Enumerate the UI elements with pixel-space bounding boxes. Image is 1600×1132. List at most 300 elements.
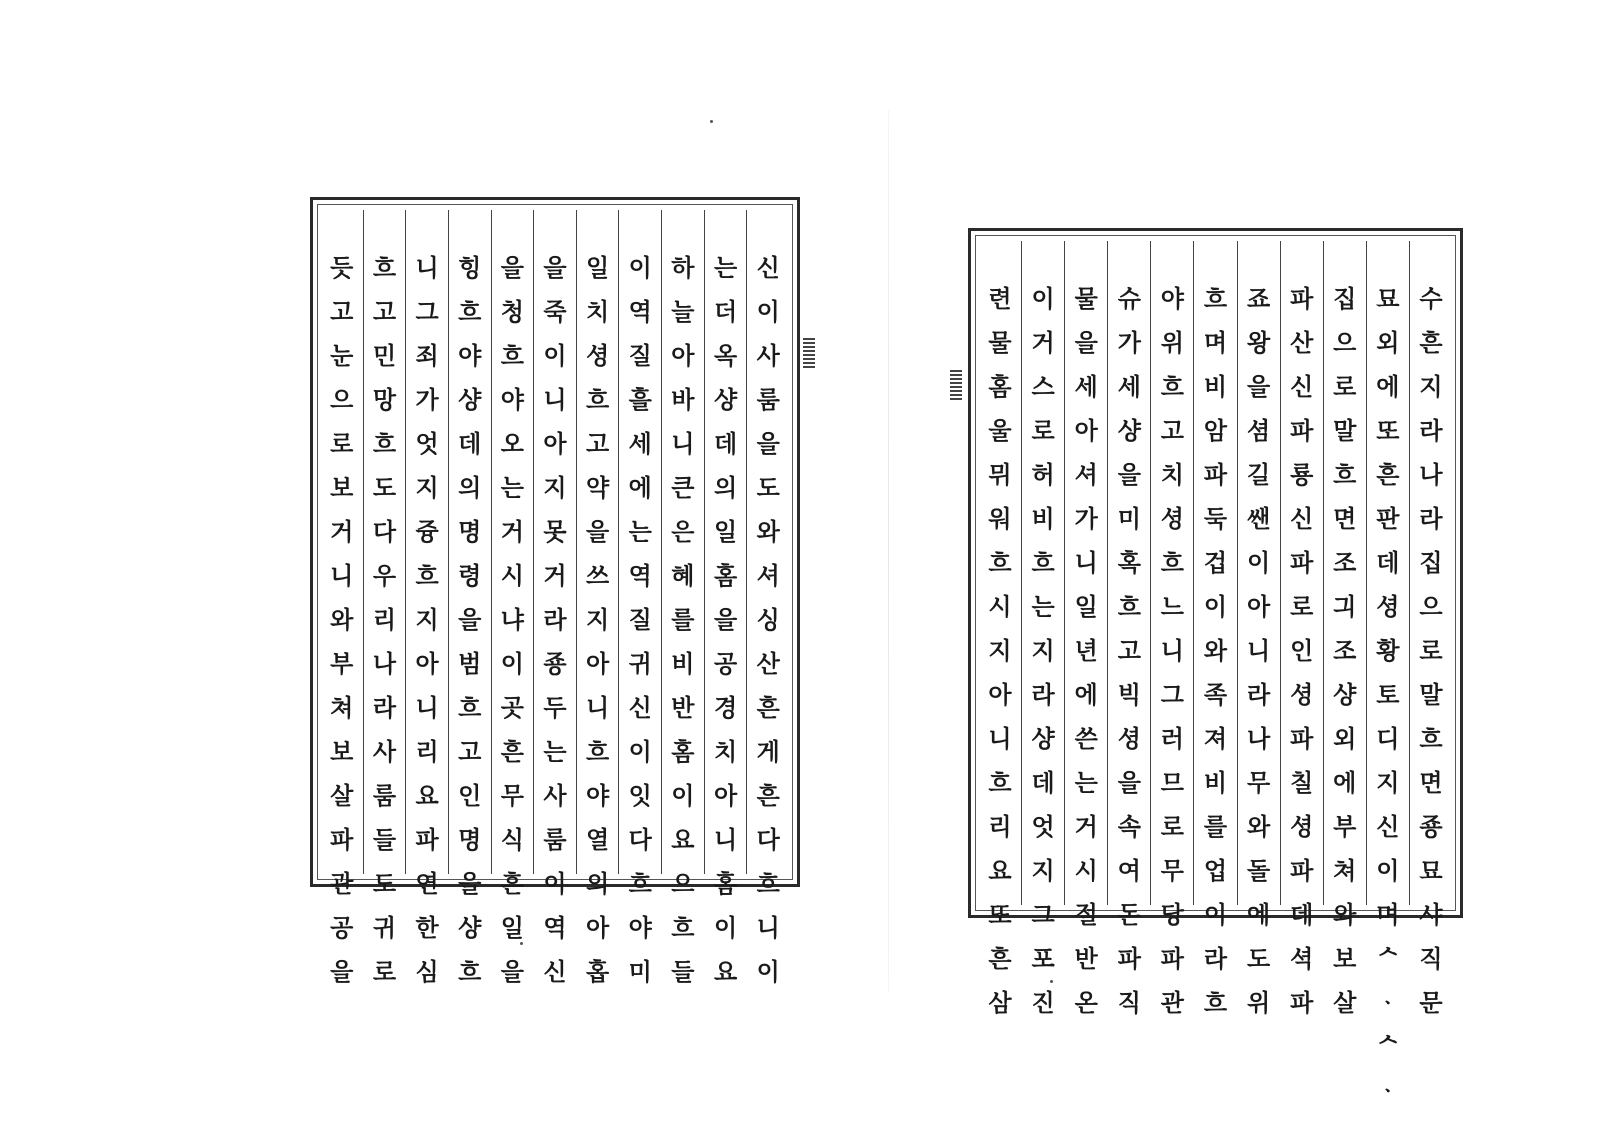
glyph: 파 bbox=[415, 826, 439, 854]
glyph: 을 bbox=[543, 254, 567, 282]
text-column bbox=[746, 210, 789, 986]
glyph: 판 bbox=[1376, 505, 1400, 533]
glyph: 을 bbox=[330, 958, 354, 986]
glyph: 며 bbox=[1376, 901, 1400, 929]
glyph: 못 bbox=[543, 518, 567, 546]
glyph: 아 bbox=[988, 681, 1012, 709]
glyph: 에 bbox=[1376, 373, 1400, 401]
glyph: 을 bbox=[1074, 329, 1098, 357]
glyph: 왕 bbox=[1246, 329, 1271, 357]
glyph: 룸 bbox=[543, 826, 567, 854]
glyph: 을 bbox=[713, 606, 738, 634]
glyph: 절 bbox=[1074, 901, 1098, 929]
glyph: 죵 bbox=[543, 650, 567, 678]
glyph: 업 bbox=[1203, 857, 1228, 885]
glyph: 속 bbox=[1117, 813, 1141, 841]
glyph: 나 bbox=[1419, 461, 1443, 489]
glyph: 위 bbox=[1160, 329, 1184, 357]
glyph: 이 bbox=[756, 958, 780, 986]
glyph: 를 bbox=[1203, 813, 1228, 841]
glyph: 니 bbox=[756, 914, 780, 942]
glyph: 직 bbox=[1117, 989, 1141, 1017]
glyph: 고 bbox=[458, 738, 482, 766]
glyph: 쓴 bbox=[1074, 725, 1098, 753]
glyph: 신 bbox=[628, 694, 652, 722]
glyph: 열 bbox=[586, 826, 610, 854]
glyph: 곳 bbox=[500, 694, 524, 722]
glyph: 을 bbox=[756, 430, 780, 458]
glyph: 아 bbox=[586, 914, 610, 942]
glyph: 혹 bbox=[1117, 549, 1141, 577]
glyph: 일 bbox=[713, 518, 738, 546]
glyph: 더 bbox=[713, 298, 738, 326]
glyph: 세 bbox=[1117, 373, 1141, 401]
glyph: 흔 bbox=[756, 694, 780, 722]
right-page-frame bbox=[968, 228, 1463, 1105]
glyph: 는 bbox=[1031, 593, 1055, 621]
text-column bbox=[1021, 241, 1064, 1017]
glyph: 치 bbox=[1160, 461, 1184, 489]
glyph: 로 bbox=[330, 430, 354, 458]
glyph: 가 bbox=[415, 386, 439, 414]
glyph: 황 bbox=[1376, 637, 1400, 665]
glyph: 집 bbox=[1333, 285, 1357, 313]
glyph: 도 bbox=[372, 474, 396, 502]
glyph: 으 bbox=[1419, 593, 1443, 621]
glyph: 흐 bbox=[1419, 725, 1443, 753]
glyph: 혜 bbox=[671, 562, 695, 590]
glyph: 샹 bbox=[1333, 681, 1357, 709]
glyph: 이 bbox=[1203, 901, 1228, 929]
glyph: 이 bbox=[628, 254, 652, 282]
right-fold-mark bbox=[950, 370, 962, 400]
left-page-frame bbox=[310, 197, 800, 986]
glyph: 수 bbox=[1419, 285, 1443, 313]
glyph: 무 bbox=[500, 782, 524, 810]
glyph: 인 bbox=[1290, 637, 1314, 665]
glyph: 나 bbox=[1246, 725, 1271, 753]
glyph: 을 bbox=[458, 870, 482, 898]
glyph: 신 bbox=[1376, 813, 1400, 841]
glyph: 빅 bbox=[1117, 681, 1141, 709]
glyph: 엇 bbox=[1031, 813, 1055, 841]
glyph: 파 bbox=[1290, 285, 1314, 313]
glyph: 큰 bbox=[671, 474, 695, 502]
glyph: 일 bbox=[500, 914, 524, 942]
text-column bbox=[618, 210, 661, 986]
glyph: 흐 bbox=[988, 769, 1012, 797]
glyph: 지 bbox=[1031, 857, 1055, 885]
glyph: 반 bbox=[671, 694, 695, 722]
glyph: 아 bbox=[586, 650, 610, 678]
glyph: 흐 bbox=[586, 738, 610, 766]
glyph: 시 bbox=[1074, 857, 1098, 885]
glyph: 니 bbox=[586, 694, 610, 722]
glyph: 샹 bbox=[458, 914, 482, 942]
glyph: 세 bbox=[628, 430, 652, 458]
glyph: 에 bbox=[1074, 681, 1098, 709]
glyph: 나 bbox=[372, 650, 396, 678]
glyph: 야 bbox=[628, 914, 652, 942]
glyph: 는 bbox=[543, 738, 567, 766]
glyph: 룡 bbox=[1290, 461, 1314, 489]
glyph: 질 bbox=[628, 606, 652, 634]
glyph: 직 bbox=[1419, 945, 1443, 973]
glyph: 라 bbox=[543, 606, 567, 634]
glyph: 흔 bbox=[756, 782, 780, 810]
glyph: 요 bbox=[713, 958, 738, 986]
glyph: 로 bbox=[1031, 417, 1055, 445]
glyph: 이 bbox=[543, 342, 567, 370]
glyph: 귀 bbox=[628, 650, 652, 678]
glyph: 로 bbox=[1290, 593, 1314, 621]
glyph: 지 bbox=[543, 474, 567, 502]
glyph: 당 bbox=[1160, 901, 1184, 929]
paper-speck bbox=[520, 942, 523, 945]
text-column bbox=[448, 210, 491, 986]
glyph: 데 bbox=[1031, 769, 1055, 797]
glyph: 룸 bbox=[372, 782, 396, 810]
glyph: 냐 bbox=[500, 606, 524, 634]
glyph: 흐 bbox=[372, 430, 396, 458]
glyph: 령 bbox=[458, 562, 482, 590]
glyph: 또 bbox=[1376, 417, 1400, 445]
glyph: 미 bbox=[628, 958, 652, 986]
glyph: 을 bbox=[1117, 769, 1141, 797]
glyph: 이 bbox=[1031, 285, 1055, 313]
glyph: 또 bbox=[988, 901, 1012, 929]
glyph: 문 bbox=[1419, 989, 1443, 1017]
text-column bbox=[1409, 241, 1452, 1017]
glyph: 로 bbox=[1160, 813, 1184, 841]
glyph: 와 bbox=[1246, 813, 1271, 841]
glyph: 데 bbox=[713, 430, 738, 458]
glyph: 을 bbox=[1246, 373, 1271, 401]
glyph: 을 bbox=[458, 606, 482, 634]
text-column bbox=[491, 210, 534, 986]
glyph: 가 bbox=[1117, 329, 1141, 357]
glyph: 요 bbox=[671, 826, 695, 854]
glyph: 니 bbox=[1246, 637, 1271, 665]
glyph: 거 bbox=[330, 518, 354, 546]
glyph: 지 bbox=[1419, 373, 1443, 401]
glyph: 신 bbox=[1290, 505, 1314, 533]
glyph: 쓰 bbox=[586, 562, 610, 590]
glyph: ᆞ bbox=[1376, 989, 1400, 1017]
text-column bbox=[363, 210, 406, 986]
glyph: 칠 bbox=[1290, 769, 1314, 797]
glyph: 흐 bbox=[756, 870, 780, 898]
glyph: 라 bbox=[1419, 417, 1443, 445]
glyph: 민 bbox=[372, 342, 396, 370]
text-column bbox=[1193, 241, 1236, 1017]
glyph: 지 bbox=[415, 606, 439, 634]
glyph: 니 bbox=[330, 562, 354, 590]
glyph: 사 bbox=[372, 738, 396, 766]
glyph: 아 bbox=[1074, 417, 1098, 445]
glyph: 쌘 bbox=[1246, 505, 1271, 533]
glyph: 는 bbox=[713, 254, 738, 282]
glyph: 세 bbox=[1074, 373, 1098, 401]
glyph: 잇 bbox=[628, 782, 652, 810]
glyph: 죄 bbox=[415, 342, 439, 370]
glyph: 말 bbox=[1419, 681, 1443, 709]
text-column bbox=[661, 210, 704, 986]
glyph: 그 bbox=[1031, 901, 1055, 929]
glyph: 라 bbox=[1419, 505, 1443, 533]
glyph: ᆞ bbox=[1376, 1077, 1400, 1105]
glyph: 고 bbox=[586, 430, 610, 458]
glyph: 셩 bbox=[1117, 725, 1141, 753]
glyph: 느 bbox=[1160, 593, 1184, 621]
glyph: 삼 bbox=[988, 989, 1012, 1017]
glyph: 보 bbox=[330, 738, 354, 766]
glyph: 무 bbox=[1160, 857, 1184, 885]
glyph: 즁 bbox=[415, 518, 439, 546]
glyph: 거 bbox=[543, 562, 567, 590]
glyph: 와 bbox=[756, 518, 780, 546]
glyph: 요 bbox=[415, 782, 439, 810]
glyph: 청 bbox=[500, 298, 524, 326]
glyph: 면 bbox=[1419, 769, 1443, 797]
glyph: 셤 bbox=[1246, 417, 1271, 445]
text-column bbox=[405, 210, 448, 986]
glyph: 셔 bbox=[756, 562, 780, 590]
glyph: 심 bbox=[415, 958, 439, 986]
glyph: 사 bbox=[756, 342, 780, 370]
glyph: 파 bbox=[1290, 417, 1314, 445]
glyph: 흔 bbox=[1419, 329, 1443, 357]
glyph: 반 bbox=[1074, 945, 1098, 973]
glyph: 샹 bbox=[1117, 417, 1141, 445]
text-column bbox=[1366, 241, 1409, 1105]
page-gutter bbox=[888, 110, 889, 992]
glyph: 러 bbox=[1160, 725, 1184, 753]
glyph: 는 bbox=[500, 474, 524, 502]
glyph: 흘 bbox=[628, 386, 652, 414]
glyph: 니 bbox=[1160, 637, 1184, 665]
glyph: 샹 bbox=[1031, 725, 1055, 753]
glyph: 게 bbox=[756, 738, 780, 766]
glyph: 온 bbox=[1074, 989, 1098, 1017]
glyph: 흔 bbox=[1376, 461, 1400, 489]
glyph: 옥 bbox=[713, 342, 738, 370]
glyph: 고 bbox=[372, 298, 396, 326]
text-column bbox=[704, 210, 747, 986]
glyph: 야 bbox=[586, 782, 610, 810]
glyph: 니 bbox=[415, 694, 439, 722]
glyph: 흐 bbox=[1031, 549, 1055, 577]
glyph: 살 bbox=[1333, 989, 1357, 1017]
glyph: 흐 bbox=[458, 694, 482, 722]
glyph: 명 bbox=[458, 518, 482, 546]
glyph: 흔 bbox=[500, 738, 524, 766]
glyph: 부 bbox=[1333, 813, 1357, 841]
glyph: 데 bbox=[1290, 901, 1314, 929]
text-column bbox=[979, 241, 1021, 1017]
glyph: 약 bbox=[586, 474, 610, 502]
paper-speck bbox=[1050, 980, 1053, 983]
glyph: 질 bbox=[628, 342, 652, 370]
glyph: 홈 bbox=[988, 373, 1012, 401]
glyph: 파 bbox=[1160, 945, 1184, 973]
glyph: 고 bbox=[1160, 417, 1184, 445]
glyph: 년 bbox=[1074, 637, 1098, 665]
right-page-columns bbox=[979, 241, 1452, 1105]
glyph: 아 bbox=[415, 650, 439, 678]
glyph: 로 bbox=[1333, 373, 1357, 401]
glyph: ᄉ bbox=[1376, 1033, 1400, 1061]
glyph: 아 bbox=[543, 430, 567, 458]
glyph: 을 bbox=[1117, 461, 1141, 489]
glyph: 흐 bbox=[415, 562, 439, 590]
glyph: 파 bbox=[1290, 725, 1314, 753]
text-column bbox=[1280, 241, 1323, 1017]
text-column bbox=[533, 210, 576, 986]
glyph: 흐 bbox=[1203, 285, 1228, 313]
glyph: 늘 bbox=[671, 298, 695, 326]
glyph: 거 bbox=[1031, 329, 1055, 357]
glyph: 셩 bbox=[1160, 505, 1184, 533]
glyph: 하 bbox=[671, 254, 695, 282]
glyph: 이 bbox=[543, 870, 567, 898]
glyph: 다 bbox=[628, 826, 652, 854]
glyph: 다 bbox=[756, 826, 780, 854]
glyph: 산 bbox=[756, 650, 780, 678]
glyph: 진 bbox=[1031, 989, 1055, 1017]
glyph: 신 bbox=[1290, 373, 1314, 401]
glyph: 흐 bbox=[1333, 461, 1357, 489]
glyph: 련 bbox=[988, 285, 1012, 313]
glyph: 이 bbox=[671, 782, 695, 810]
glyph: 슈 bbox=[1117, 285, 1141, 313]
glyph: 암 bbox=[1203, 417, 1228, 445]
glyph: 와 bbox=[1203, 637, 1228, 665]
glyph: 흐 bbox=[1203, 989, 1228, 1017]
glyph: 포 bbox=[1031, 945, 1055, 973]
glyph: 돈 bbox=[1117, 901, 1141, 929]
glyph: 지 bbox=[1031, 637, 1055, 665]
glyph: 흐 bbox=[1117, 593, 1141, 621]
glyph: 고 bbox=[330, 298, 354, 326]
glyph: 로 bbox=[372, 958, 396, 986]
glyph: 흐 bbox=[671, 914, 695, 942]
glyph: 의 bbox=[586, 870, 610, 898]
glyph: 을 bbox=[500, 254, 524, 282]
glyph: 흐 bbox=[372, 254, 396, 282]
glyph: 이 bbox=[713, 914, 738, 942]
glyph: 인 bbox=[458, 782, 482, 810]
glyph: 바 bbox=[671, 386, 695, 414]
glyph: 샹 bbox=[713, 386, 738, 414]
glyph: 역 bbox=[543, 914, 567, 942]
glyph: 허 bbox=[1031, 461, 1055, 489]
glyph: 시 bbox=[988, 593, 1012, 621]
text-column bbox=[1323, 241, 1366, 1017]
glyph: 지 bbox=[415, 474, 439, 502]
glyph: 관 bbox=[330, 870, 354, 898]
glyph: 도 bbox=[372, 870, 396, 898]
glyph: 뮈 bbox=[988, 461, 1012, 489]
glyph: 니 bbox=[415, 254, 439, 282]
glyph: 공 bbox=[330, 914, 354, 942]
glyph: 파 bbox=[330, 826, 354, 854]
glyph: 흐 bbox=[988, 549, 1012, 577]
glyph: 므 bbox=[1160, 769, 1184, 797]
glyph: 보 bbox=[1333, 945, 1357, 973]
glyph: 치 bbox=[713, 738, 738, 766]
glyph: 죽 bbox=[543, 298, 567, 326]
glyph: 파 bbox=[1203, 461, 1228, 489]
glyph: 이 bbox=[1203, 593, 1228, 621]
glyph: 을 bbox=[586, 518, 610, 546]
glyph: 야 bbox=[500, 386, 524, 414]
glyph: 조 bbox=[1333, 637, 1357, 665]
glyph: 비 bbox=[671, 650, 695, 678]
glyph: 흐 bbox=[1160, 549, 1184, 577]
text-column bbox=[321, 210, 363, 986]
glyph: 와 bbox=[330, 606, 354, 634]
glyph: 야 bbox=[1160, 285, 1184, 313]
glyph: 흐 bbox=[586, 386, 610, 414]
paper-speck bbox=[710, 120, 713, 123]
glyph: 귀 bbox=[372, 914, 396, 942]
glyph: 져 bbox=[1203, 725, 1228, 753]
glyph: 파 bbox=[1290, 549, 1314, 577]
glyph: 말 bbox=[1333, 417, 1357, 445]
glyph: 샹 bbox=[458, 386, 482, 414]
glyph: 돌 bbox=[1246, 857, 1271, 885]
glyph: 은 bbox=[671, 518, 695, 546]
glyph: 의 bbox=[713, 474, 738, 502]
glyph: 니 bbox=[671, 430, 695, 458]
glyph: 을 bbox=[500, 958, 524, 986]
glyph: 무 bbox=[1246, 769, 1271, 797]
glyph: 물 bbox=[1074, 285, 1098, 313]
glyph: 리 bbox=[988, 813, 1012, 841]
glyph: 겁 bbox=[1203, 549, 1228, 577]
glyph: 며 bbox=[1203, 329, 1228, 357]
glyph: 셕 bbox=[1290, 945, 1314, 973]
glyph: 부 bbox=[330, 650, 354, 678]
glyph: 홈 bbox=[713, 562, 738, 590]
glyph: 도 bbox=[756, 474, 780, 502]
glyph: 스 bbox=[1031, 373, 1055, 401]
glyph: 홉 bbox=[586, 958, 610, 986]
glyph: 치 bbox=[586, 298, 610, 326]
glyph: 디 bbox=[1376, 725, 1400, 753]
glyph: 엇 bbox=[415, 430, 439, 458]
glyph: 니 bbox=[1074, 549, 1098, 577]
glyph: 흔 bbox=[988, 945, 1012, 973]
glyph: 들 bbox=[671, 958, 695, 986]
left-fold-mark bbox=[803, 338, 815, 368]
glyph: 데 bbox=[1376, 549, 1400, 577]
glyph: 라 bbox=[1203, 945, 1228, 973]
glyph: 망 bbox=[372, 386, 396, 414]
glyph: 리 bbox=[372, 606, 396, 634]
glyph: 면 bbox=[1333, 505, 1357, 533]
glyph: 그 bbox=[415, 298, 439, 326]
glyph: 족 bbox=[1203, 681, 1228, 709]
glyph: 도 bbox=[1246, 945, 1271, 973]
glyph: 니 bbox=[988, 725, 1012, 753]
glyph: 지 bbox=[586, 606, 610, 634]
glyph: 공 bbox=[713, 650, 738, 678]
glyph: 셩 bbox=[586, 342, 610, 370]
glyph: 미 bbox=[1117, 505, 1141, 533]
glyph: 경 bbox=[713, 694, 738, 722]
